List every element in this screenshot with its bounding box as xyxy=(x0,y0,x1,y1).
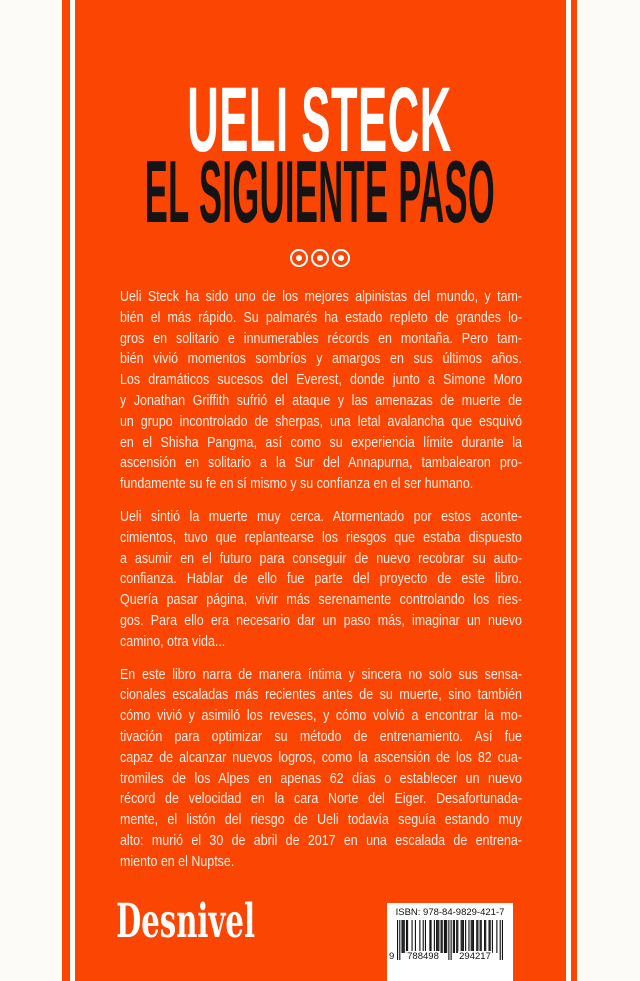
publisher-logo: Desnivel xyxy=(116,894,256,949)
isbn-label: ISBN: 978-84-9829-421-7 xyxy=(395,907,505,918)
body-line: tromiles de los Alpes en apenas 62 días o establecer un nuevo xyxy=(120,769,522,787)
book-subtitle-text: EL SIGUIENTE PASO xyxy=(144,142,495,241)
body-paragraph xyxy=(120,665,522,873)
ean-first-digit: 9 xyxy=(389,951,395,962)
book-cover xyxy=(62,0,577,981)
body-line: tivación para optimizar su método de entrenamiento. Así fue xyxy=(120,727,522,745)
body-line: Quería pasar página, vivir más serenamente controlando los ries- xyxy=(120,591,522,609)
isbn-barcode-box xyxy=(387,903,513,981)
book-title-text: UELI STECK xyxy=(187,69,452,171)
body-line: Los dramáticos sucesos del Everest, donde junto a Simone Moro xyxy=(120,371,522,389)
body-paragraph xyxy=(120,287,522,495)
body-line: Ueli Steck ha sido uno de los mejores alpinistas del mundo, y tam- xyxy=(120,288,522,305)
body-line: y Jonathan Griffith sufrió el ataque y las amenazas de muerte de xyxy=(120,391,522,409)
body-line: bién el más rápido. Su palmarés ha estado repleto de grandes lo- xyxy=(120,308,522,326)
body-line: cionales escaladas más recientes antes de su muerte, sino también xyxy=(120,686,522,704)
body-line: ascensión en solitario a la Sur del Annapurna, tambalearon pro- xyxy=(120,454,522,472)
body-line: confianza. Hablar de ello fue parte del proyecto de este libro. xyxy=(120,570,522,588)
body-line: cómo vivió y asimiló los reveses, y cómo volvió a encontrar la mo- xyxy=(120,707,522,725)
body-line: un grupo incontrolado de sherpas, una letal avalancha que esquivó xyxy=(120,412,522,430)
body-line: alto: murió el 30 de abril de 2017 en una escalada de entrena- xyxy=(120,831,522,849)
body-line: En este libro narra de manera íntima y sincera no solo sus sensa- xyxy=(120,665,522,683)
body-line: camino, otra vida... xyxy=(120,632,226,650)
body-line: gos. Para ello era necesario dar un paso más, imaginar un nuevo xyxy=(120,611,522,629)
target-dot-icon xyxy=(290,249,308,267)
body-line: fundamente su fe en sí mismo y su confianza en el ser humano. xyxy=(120,475,474,493)
body-line: cimientos, tuvo que replantearse los riesgos que estaba dispuesto xyxy=(120,528,522,546)
book-subtitle xyxy=(62,142,577,241)
body-line: Ueli sintió la muerte muy cerca. Atormentado por estos aconte- xyxy=(120,507,522,525)
body-line: bién vivió momentos sombríos y amargos en sus últimos años. xyxy=(120,350,522,368)
body-line: mente, el listón del riesgo de Ueli todavía seguía estando muy xyxy=(120,811,522,829)
body-line: capaz de alcanzar nuevos logros, como la ascensión de los 82 cua- xyxy=(120,748,522,766)
target-dot-icon xyxy=(311,249,329,267)
target-dots-ornament xyxy=(62,249,577,267)
body-line: récord de velocidad en la cara Norte del Eiger. Desafortunada- xyxy=(120,790,522,808)
ean-barcode xyxy=(387,920,513,964)
body-line: en el Shisha Pangma, así como su experiencia límite durante la xyxy=(120,433,522,451)
body-text xyxy=(120,287,522,885)
body-paragraph xyxy=(120,507,522,653)
target-dot-icon xyxy=(332,249,350,267)
body-line: a asumir en el futuro para conseguir de nuevo recobrar su auto- xyxy=(120,549,522,567)
ean-group2: 294217 xyxy=(459,951,491,962)
ean-digits xyxy=(387,950,513,962)
body-line: miento en el Nuptse. xyxy=(120,852,235,870)
ean-group1: 788498 xyxy=(407,951,439,962)
body-line: gros en solitario e innumerables récords en montaña. Pero tam- xyxy=(120,329,522,347)
